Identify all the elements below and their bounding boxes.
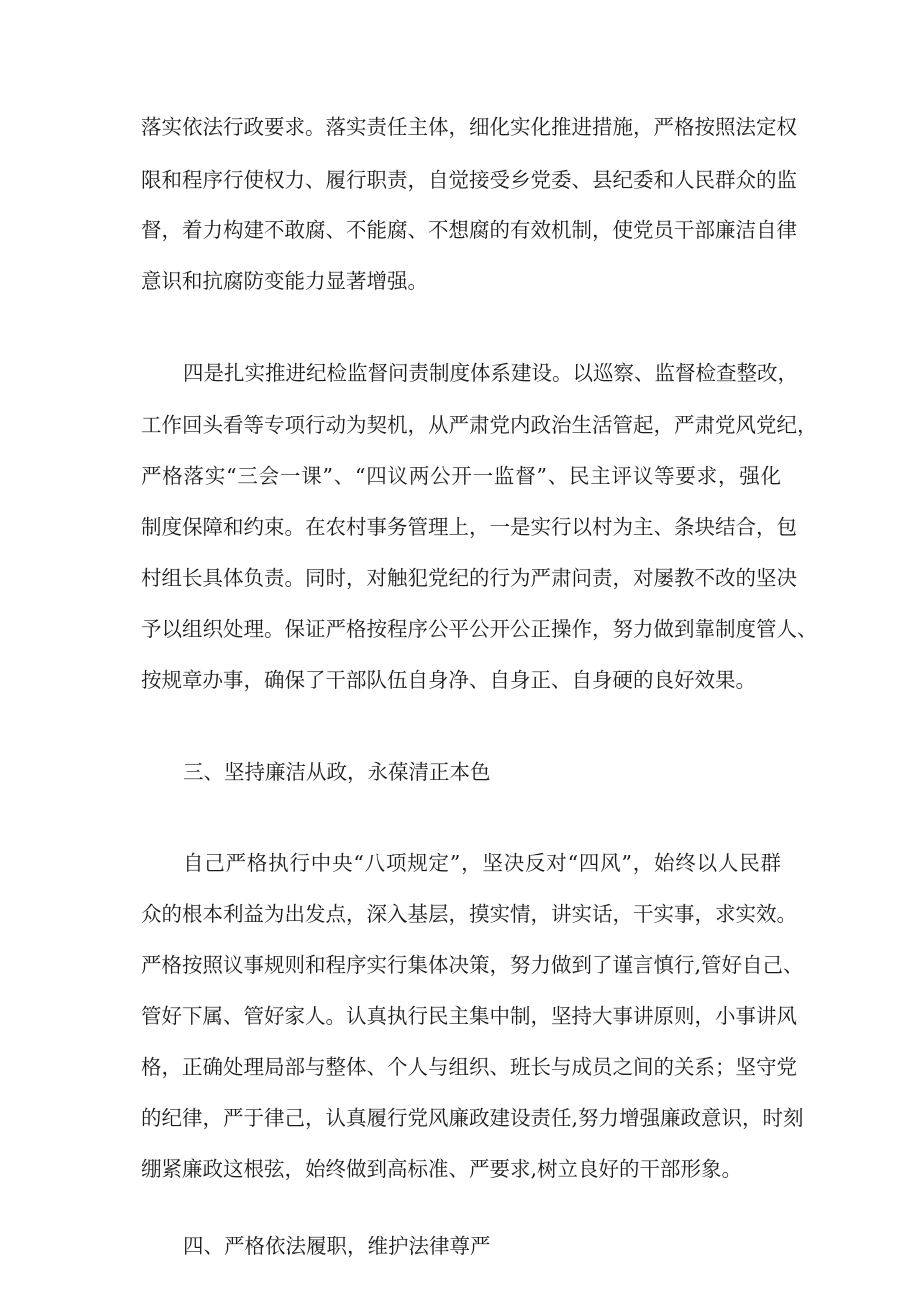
paragraph-3-line-7: 绷紧廉政这根弦，始终做到高标准、严要求,树立良好的干部形象。	[141, 1157, 743, 1181]
section-heading-3: 三、坚持廉洁从政，永葆清正本色	[183, 760, 491, 784]
paragraph-3-line-3: 严格按照议事规则和程序实行集体决策，努力做到了谨言慎行,管好自己、	[141, 953, 804, 977]
paragraph-2-line-6: 予以组织处理。保证严格按程序公平公开公正操作，努力做到靠制度管人、	[141, 617, 818, 641]
paragraph-2-line-4: 制度保障和约束。在农村事务管理上，一是实行以村为主、条块结合，包	[141, 515, 797, 539]
paragraph-2-line-5: 村组长具体负责。同时，对触犯党纪的行为严肃问责，对屡教不改的坚决	[141, 566, 797, 590]
paragraph-3-line-4: 管好下属、管好家人。认真执行民主集中制，坚持大事讲原则，小事讲风	[141, 1004, 797, 1028]
paragraph-1-line-4: 意识和抗腐防变能力显著增强。	[141, 269, 428, 293]
paragraph-2-line-1: 四是扎实推进纪检监督问责制度体系建设。以巡察、监督检查整改，	[183, 361, 798, 385]
paragraph-3-line-1: 自己严格执行中央“八项规定”，坚决反对“四风”，始终以人民群	[183, 851, 781, 875]
paragraph-2-line-3: 严格落实“三会一课”、“四议两公开一监督”、民主评议等要求，强化	[141, 464, 781, 488]
paragraph-2-line-2: 工作回头看等专项行动为契机，从严肃党内政治生活管起，严肃党风党纪，	[141, 413, 818, 437]
paragraph-3-line-6: 的纪律，严于律己，认真履行党风廉政建设责任,努力增强廉政意识，时刻	[141, 1106, 804, 1130]
paragraph-2-line-7: 按规章办事，确保了干部队伍自身净、自身正、自身硬的良好效果。	[141, 668, 756, 692]
paragraph-1-line-3: 督，着力构建不敢腐、不能腐、不想腐的有效机制，使党员干部廉洁自律	[141, 218, 797, 242]
paragraph-3-line-5: 格，正确处理局部与整体、个人与组织、班长与成员之间的关系；坚守党	[141, 1055, 797, 1079]
section-heading-4: 四、严格依法履职，维护法律尊严	[183, 1234, 491, 1258]
paragraph-1-line-1: 落实依法行政要求。落实责任主体，细化实化推进措施，严格按照法定权	[141, 115, 797, 139]
paragraph-1-line-2: 限和程序行使权力、履行职责，自觉接受乡党委、县纪委和人民群众的监	[141, 168, 797, 192]
paragraph-3-line-2: 众的根本利益为出发点，深入基层，摸实情，讲实话，干实事，求实效。	[141, 902, 797, 926]
